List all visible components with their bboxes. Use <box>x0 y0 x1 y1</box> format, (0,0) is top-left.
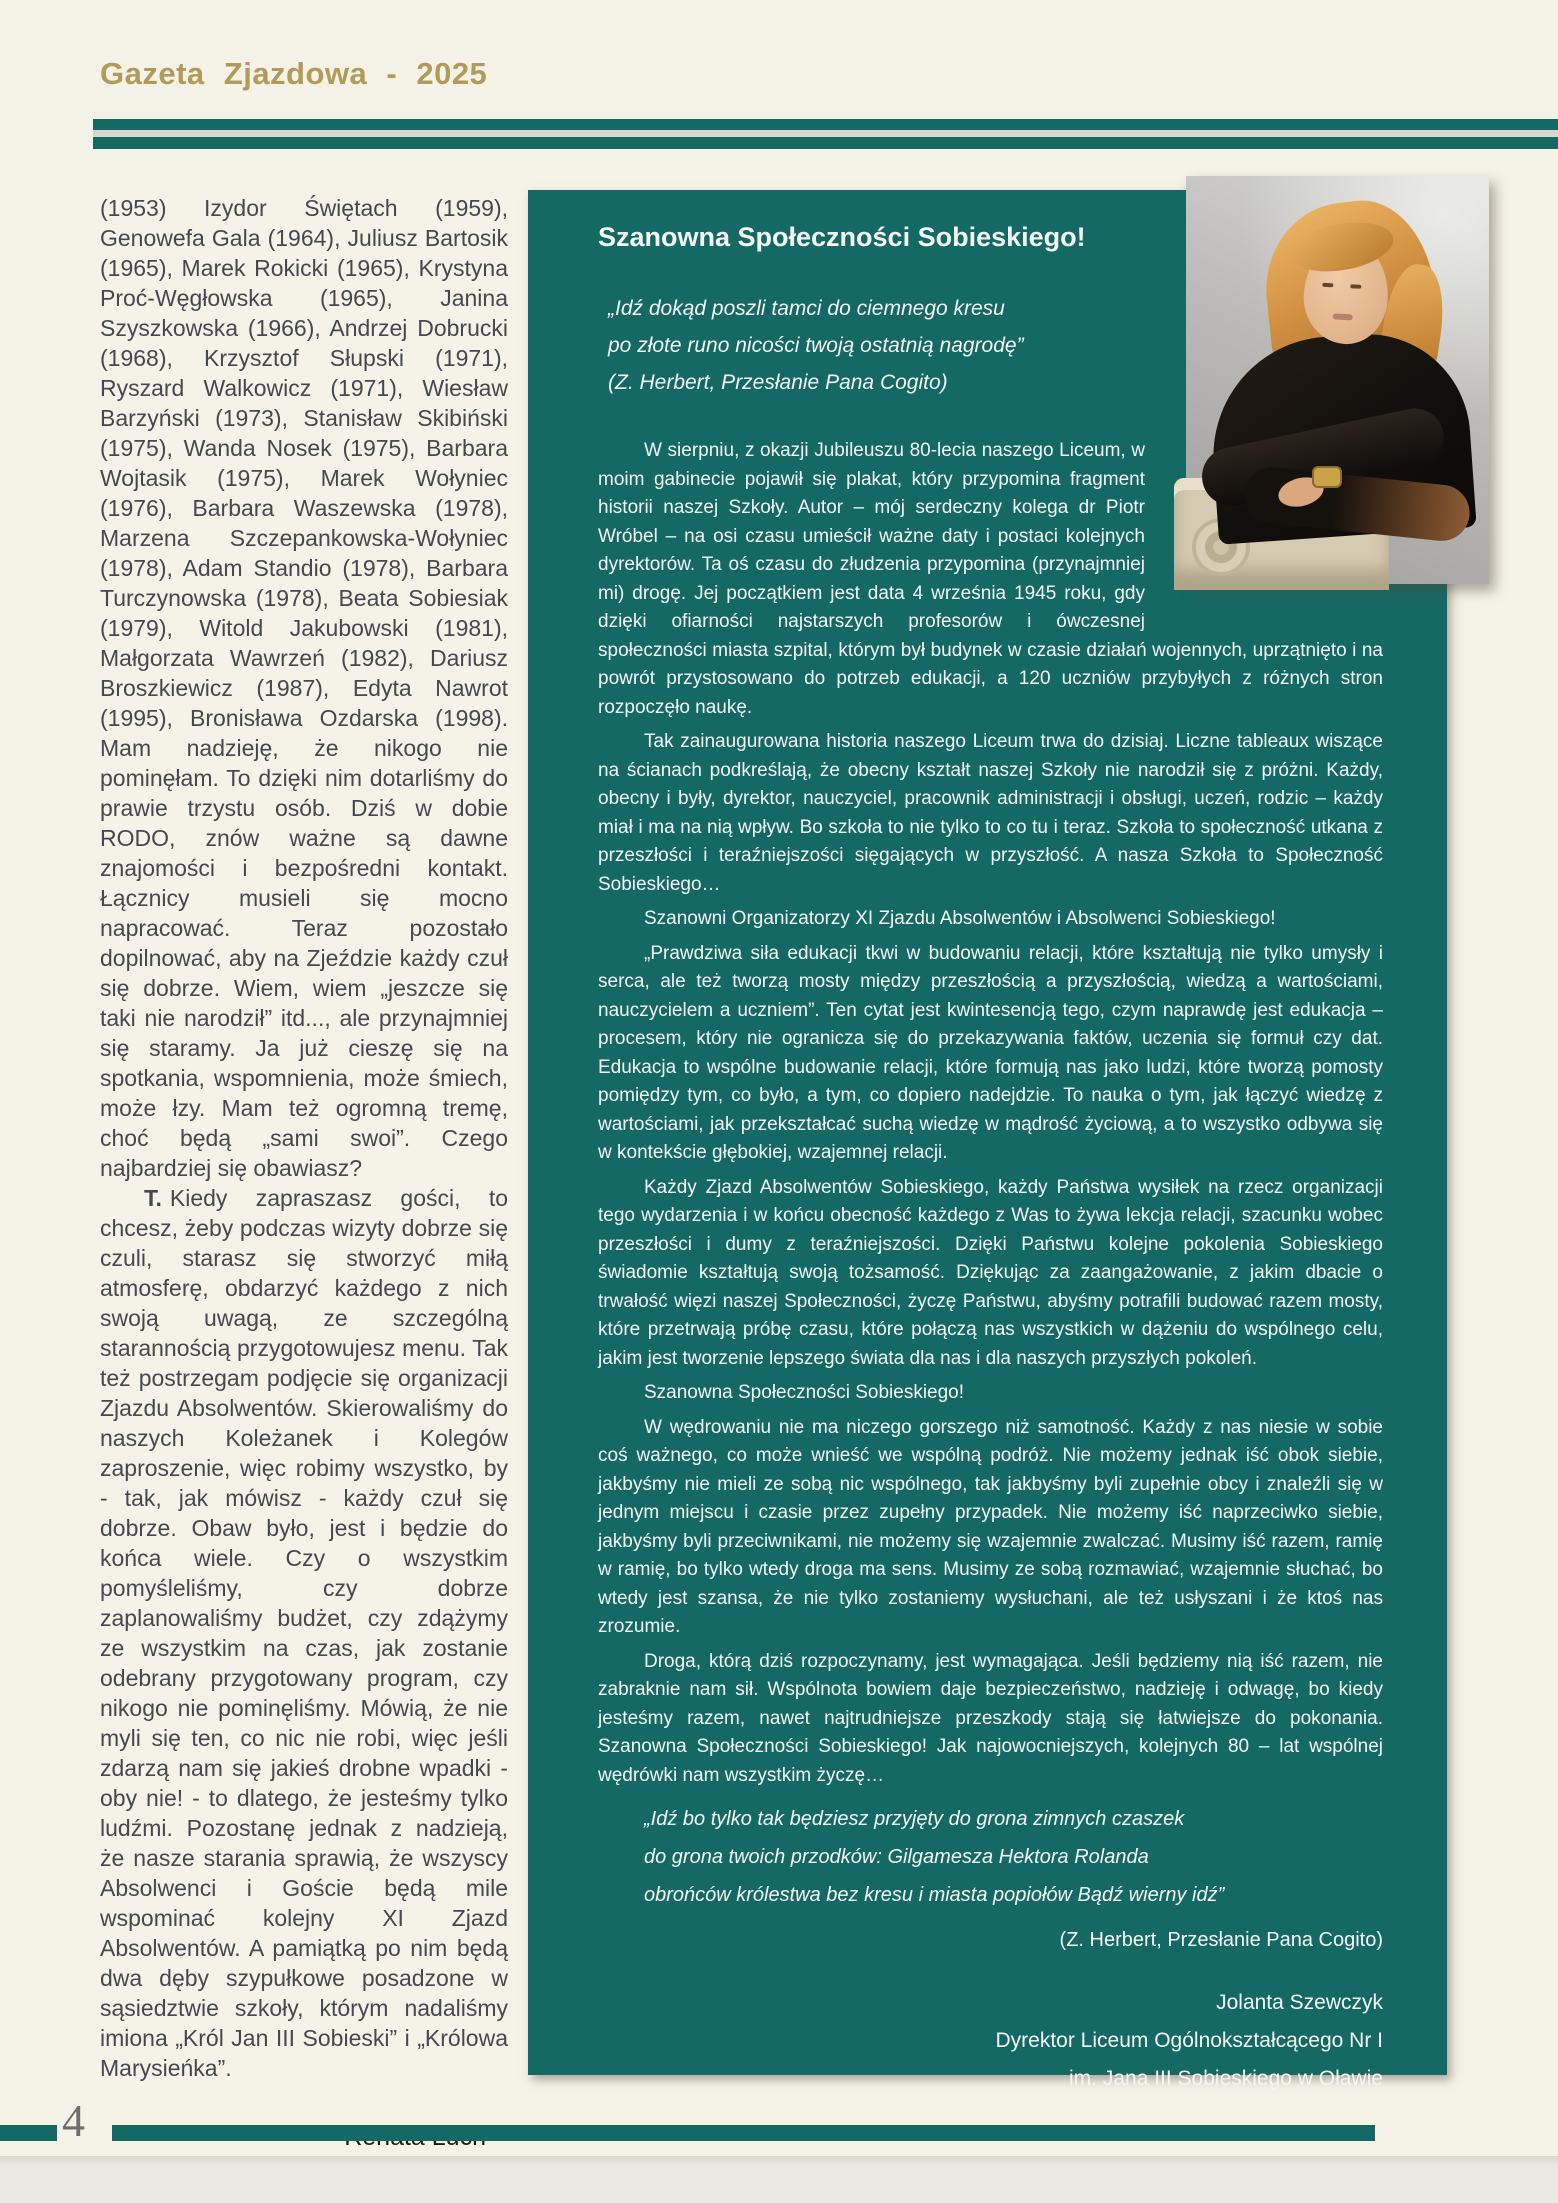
portrait-lips <box>1333 313 1353 320</box>
closing-quote-line-2: do grona twoich przodków: Gilgamesza Hektora Rolanda <box>644 1846 1149 1868</box>
header-rule-bottom <box>93 137 1558 149</box>
letter-paragraph: Droga, którą dziś rozpoczynamy, jest wymagająca. Jeśli będziemy nią iść razem, nie zabraknie nam sił. Wspólnota bowiem daje bezpieczeństwo, nadzieję i odwagę, bo kiedy jesteśmy razem, nawet najtrudniejsze przeszkody stają się łatwiejsze do pokonania. Szanowna Społeczności Sobieskiego! Jak najowocniejszych, kolejnych 80 – lat wspólnej wędrówki nam wszystkim życzę… <box>598 1650 1383 1786</box>
answer-lead: T. <box>144 1185 162 1211</box>
left-column <box>100 193 508 2187</box>
memories-paragraph: (1953) Izydor Świętach (1959), Genowefa Gala (1964), Juliusz Bartosik (1965), Marek Rokicki (1965), Krystyna Proć-Węgłowska (1965), Janina Szyszkowska (1966), Andrzej Dobrucki (1968), Krzysztof Słupski (1971), Ryszard Walkowicz (1971), Wiesław Barzyński (1973), Stanisław Skibiński (1975), Wanda Nosek (1975), Barbara Wojtasik (1975), Marek Wołyniec (1976), Barbara Waszewska (1978), Marzena Szczepankowska-Wołyniec (1978), Adam Standio (1978), Barbara Turczynowska (1978), Beata Sobiesiak (1979), Witold Jakubowski (1981), Małgorzata Wawrzeń (1982), Dariusz Broszkiewicz (1987), Edyta Nawrot (1995), Bronisława Ozdarska (1998). Mam nadzieję, że nikogo nie pominęłam. To dzięki nim dotarliśmy do prawie trzystu osób. Dziś w dobie RODO, znów ważne są dawne znajomości i bezpośredni kontakt. Łącznicy musieli się mocno napracować. Teraz pozostało dopilnować, aby na Zjeździe każdy czuł się dobrze. Wiem, wiem „jeszcze się taki nie narodził” itd..., ale przynajmniej się staramy. Ja już cieszę się na spotkania, wspomnienia, może śmiech, może łzy. Mam też ogromną tremę, choć będą „sami swoi”. Czego najbardziej się obawiasz? <box>100 195 508 1181</box>
closing-quote-line-1: „Idź bo tylko tak będziesz przyjęty do grona zimnych czaszek <box>644 1808 1185 1830</box>
portrait-eye-left <box>1322 283 1333 288</box>
page-number: 4 <box>62 2095 85 2146</box>
letter-paragraph: W wędrowaniu nie ma niczego gorszego niż samotność. Każdy z nas niesie w sobie coś ważnego, co może wnieść we wspólną podróż. Nie możemy jednak iść obok siebie, jakbyśmy nie mieli ze sobą nic wspólnego, tak jakbyśmy byli zupełnie obcy i znaleźli się w jednym miejscu i czasie przez zupełny przypadek. Nie możemy iść naprzeciwko siebie, jakbyśmy byli przeciwnikami, nie możemy się wzajemnie zwalczać. Musimy iść razem, ramię w ramię, bo tylko wtedy droga ma sens. Musimy ze sobą rozmawiać, wzajemnie słuchać, bo wtedy jest szansa, że nie tylko zostaniemy wysłuchani, ale też usłyszani i że ktoś nas zrozumie. <box>598 1416 1383 1637</box>
closing-quote-line-3: obrońców królestwa bez kresu i miasta popiołów Bądź wierny idź” <box>644 1884 1225 1906</box>
letter-paragraph: Każdy Zjazd Absolwentów Sobieskiego, każdy Państwa wysiłek na rzecz organizacji tego wydarzenia i w końcu obecność każdego z Was to żywa lekcja relacji, szacunku wobec przeszłości i dumy z teraźniejszości. Dzięki Państwu kolejne pokolenia Sobieskiego świadomie kształtują swoją tożsamość. Dziękując za zaangażowanie, z jakim dbacie o trwałość więzi naszej Społeczności, życzę Państwu, abyśmy potrafili budować razem mosty, które przetrwają próbę czasu, które połączą nas wszystkich w dążeniu do wspólnego celu, jakim jest tworzenie lepszego świata dla nas i dla naszych przyszłych pokoleń. <box>598 1176 1383 1369</box>
interview-answer-paragraph <box>100 1183 508 2083</box>
wrist-watch <box>1312 466 1342 488</box>
opening-quote-line-2: po złote runo nicości twoją ostatnią nagrodę” <box>608 334 1024 357</box>
header-rule-gap <box>93 130 1558 137</box>
letter-heading: Szanowna Społeczności Sobieskiego! <box>598 222 1086 252</box>
header-rules <box>93 119 1558 149</box>
closing-quote <box>644 1800 1383 1914</box>
letter-paragraph: W sierpniu, z okazji Jubileuszu 80-lecia naszego Liceum, w moim gabinecie pojawił się plakat, który przypomina fragment historii naszej Szkoły. Autor – mój serdeczny kolega dr Piotr Wróbel – na osi czasu umieścił ważne daty i postaci kolejnych dyrektorów. Ta oś czasu do złudzenia przypomina (przynajmniej mi) drogę. Jej początkiem jest data 4 września 1945 roku, gdy dzięki ofiarności najstarszych profesorów i ówczesnej społeczności miasta szpital, którym był budynek w czasie działań wojennych, uprzątnięto i na powrót przystosowano do potrzeb edukacji, a 120 uczniów przybyłych z różnych stron rozpoczęło naukę. <box>598 440 1383 718</box>
director-name: Jolanta Szewczyk <box>1216 1991 1383 2014</box>
portrait-eye-right <box>1350 284 1361 289</box>
director-photo <box>1186 176 1489 584</box>
director-school: im. Jana III Sobieskiego w Oławie <box>1069 2067 1383 2090</box>
director-title: Dyrektor Liceum Ogólnokształcącego Nr I <box>995 2029 1383 2052</box>
letter-paragraph: „Prawdziwa siła edukacji tkwi w budowaniu relacji, które kształtują nie tylko umysły i serca, ale też tworzą mosty między przeszłością a przyszłością, wiedzą a wartościami, nauczycielem a uczniem”. Ten cytat jest kwintesencją tego, czym naprawdę jest edukacja – procesem, który nie ogranicza się do przekazywania faktów, uczenia się formuł czy dat. Edukacja to wspólne budowanie relacji, które formują nas jako ludzi, które tworzą pomosty pomiędzy tym, co było, a tym, co dopiero nadejdzie. To nauka o tym, jak łączyć wiedzę z wartościami, jak przekształcać suchą wiedzę w mądrość życiową, a to wszystko odbywa się w kontekście głębokiej, wzajemnej relacji. <box>598 942 1383 1163</box>
page-bottom-edge <box>0 2156 1558 2203</box>
answer-text: Kiedy zapraszasz gości, to chcesz, żeby podczas wizyty dobrze się czuli, starasz się stworzyć miłą atmosferę, obdarzyć każdego z nich swoją uwagą, ze szczególną starannością przygotowujesz menu. Tak też postrzegam podjęcie się organizacji Zjazdu Absolwentów. Skierowaliśmy do naszych Koleżanek i Kolegów zaproszenie, więc robimy wszystko, by - tak, jak mówisz - każdy czuł się dobrze. Obaw było, jest i będzie do końca wiele. Czy o wszystkim pomyśleliśmy, czy dobrze zaplanowaliśmy budżet, czy zdążymy ze wszystkim na czas, jak zostanie odebrany przygotowany program, czy nikogo nie pominęliśmy. Mówią, że nie myli się ten, co nic nie robi, więc jeśli zdarzą nam się jakieś drobne wpadki - oby nie! - to dlatego, że jesteśmy tylko ludźmi. Pozostanę jednak z nadzieją, że nasze starania sprawią, że wszyscy Absolwenci i Goście będą mile wspominać kolejny XI Zjazd Absolwentów. A pamiątką po nim będą dwa dęby szypułkowe posadzone w sąsiedztwie szkoły, którym nadaliśmy imiona „Król Jan III Sobieski” i „Królowa Marysieńka”. <box>100 1185 508 2081</box>
director-signature <box>598 1984 1383 2098</box>
letter-paragraph: Szanowna Społeczności Sobieskiego! <box>644 1382 965 1403</box>
page-title: Gazeta Zjazdowa - 2025 <box>100 56 488 91</box>
opening-quote-attribution: (Z. Herbert, Przesłanie Pana Cogito) <box>608 371 948 394</box>
letter-paragraph: Szanowni Organizatorzy XI Zjazdu Absolwentów i Absolwenci Sobieskiego! <box>644 908 1276 929</box>
footer-bar-left <box>0 2125 57 2141</box>
opening-quote-line-1: „Idź dokąd poszli tamci do ciemnego kresu <box>608 297 1005 320</box>
footer-bar-main <box>112 2125 1375 2141</box>
quote-attribution: (Z. Herbert, Przesłanie Pana Cogito) <box>1059 1929 1383 1951</box>
letter-paragraph: Tak zainaugurowana historia naszego Liceum trwa do dzisiaj. Liczne tableaux wiszące na ścianach podkreślają, że obecny kształt naszej Szkoły nie narodził się z próżni. Każdy, obecny i były, dyrektor, nauczyciel, pracownik administracji i obsługi, uczeń, rodzic – każdy miał i ma na nią wpływ. Bo szkoła to nie tylko to co tu i teraz. Szkoła to społeczność utkana z przeszłości i teraźniejszości sięgających w przyszłość. A nasza Szkoła to Społeczność Sobieskiego… <box>598 731 1383 895</box>
header-rule-top <box>93 119 1558 130</box>
